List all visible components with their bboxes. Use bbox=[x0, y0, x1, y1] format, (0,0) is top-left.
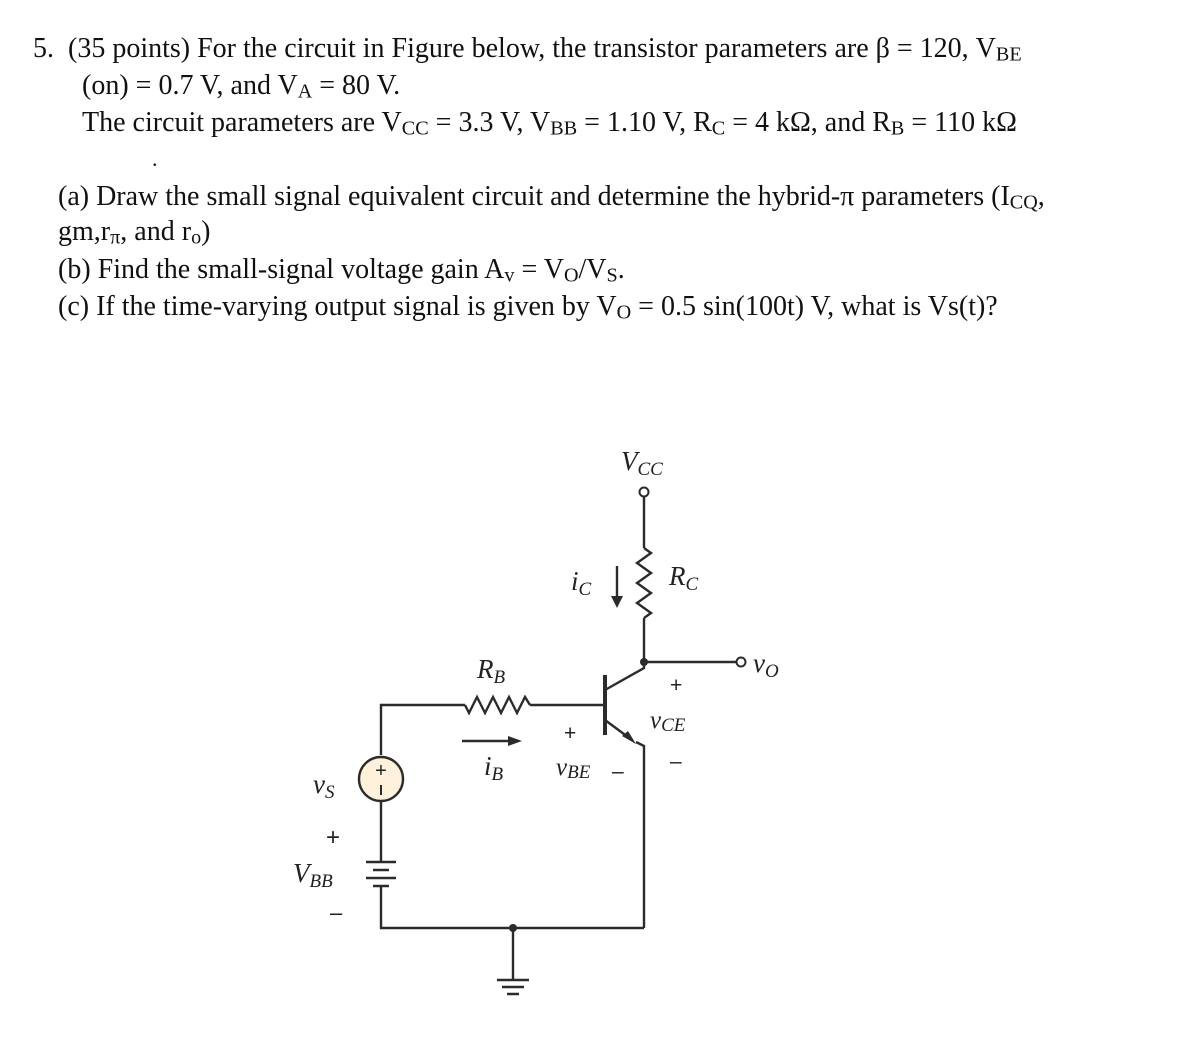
vo-label: vO bbox=[753, 648, 779, 682]
part-c: (c) If the time-varying output signal is given by VO = 0.5 sin(100t) V, what is Vs(t)? bbox=[58, 291, 998, 324]
problem-line-3: The circuit parameters are VCC = 3.3 V, VBB = 1.10 V, RC = 4 kΩ, and RB = 110 kΩ bbox=[82, 107, 1017, 140]
vs-plus: + bbox=[375, 760, 387, 782]
rc-label: RC bbox=[669, 561, 699, 595]
part-a-line-2: gm,rπ, and ro) bbox=[58, 216, 211, 249]
rb-label: RB bbox=[477, 654, 506, 688]
vce-minus: – bbox=[670, 750, 682, 773]
stray-dot: . bbox=[152, 146, 158, 171]
vce-plus: + bbox=[670, 674, 683, 697]
vbb-label: VBB bbox=[293, 858, 333, 892]
vcc-label: VCC bbox=[621, 446, 663, 480]
part-a-line-1: (a) Draw the small signal equivalent circuit and determine the hybrid-π parameters (ICQ, bbox=[58, 181, 1045, 214]
vbb-minus: – bbox=[330, 900, 343, 925]
vs-label: vS bbox=[313, 769, 335, 803]
vo-terminal bbox=[737, 658, 746, 667]
rc-resistor bbox=[637, 548, 651, 618]
ib-label: iB bbox=[484, 751, 504, 785]
emitter-wire bbox=[636, 742, 644, 928]
vce-label: vCE bbox=[650, 707, 686, 736]
vbb-to-ground-wire bbox=[381, 886, 644, 928]
left-top-wire bbox=[381, 705, 465, 755]
problem-number: 5. bbox=[33, 33, 54, 64]
transistor-collector-lead bbox=[605, 662, 644, 690]
problem-line-2: (on) = 0.7 V, and VA = 80 V. bbox=[82, 70, 401, 103]
part-b: (b) Find the small-signal voltage gain Av = VO/VS. bbox=[58, 254, 625, 287]
ground-icon bbox=[497, 980, 529, 994]
vbe-plus: + bbox=[564, 722, 577, 745]
vcc-terminal bbox=[640, 488, 649, 497]
ic-label: iC bbox=[571, 566, 592, 600]
ic-arrow-head bbox=[611, 596, 623, 608]
vbe-minus: – bbox=[612, 760, 624, 783]
vbb-battery-icon bbox=[366, 862, 396, 886]
ib-arrow-head bbox=[508, 736, 522, 746]
vbb-plus: + bbox=[326, 824, 341, 851]
rb-resistor bbox=[465, 697, 530, 713]
problem-line-1: 5. (35 points) For the circuit in Figure below, the transistor parameters are β = 120, VBE bbox=[33, 33, 1022, 66]
vbe-label: vBE bbox=[556, 754, 591, 783]
